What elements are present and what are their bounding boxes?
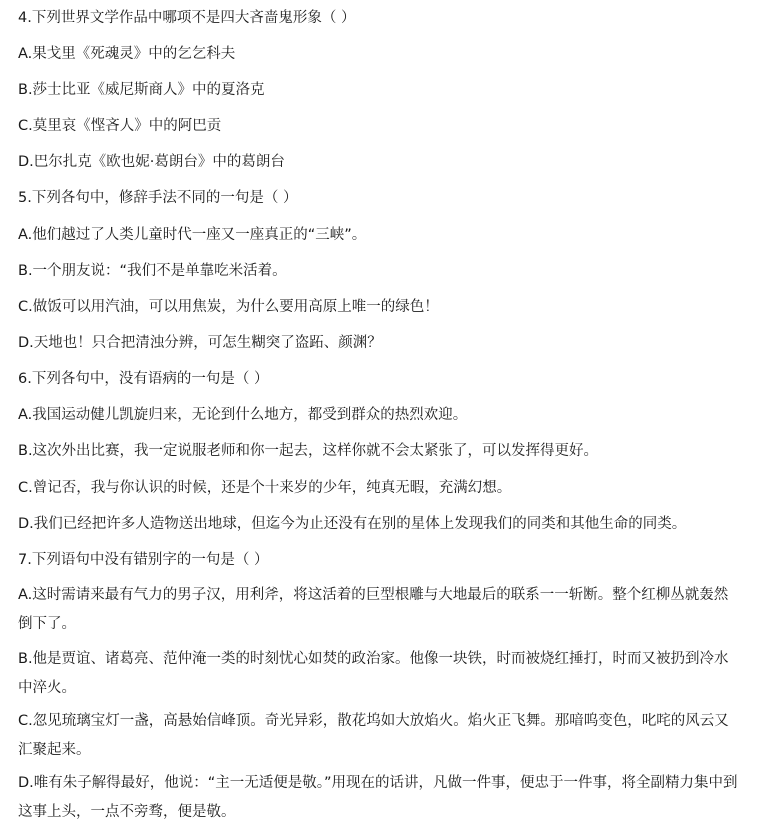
question-5-option-d: D.天地也！只合把清浊分辨，可怎生糊突了盗跖、颜渊？: [18, 335, 382, 351]
question-5-option-b: B.一个朋友说：“我们不是单靠吃米活着。: [18, 263, 287, 279]
question-6-option-c: C.曾记否，我与你认识的时候，还是个十来岁的少年，纯真无暇，充满幻想。: [18, 480, 512, 496]
question-4-option-c: C.莫里哀《悭吝人》中的阿巴贡: [18, 118, 222, 134]
question-4-option-b: B.莎士比亚《威尼斯商人》中的夏洛克: [18, 82, 265, 98]
question-7-option-a: A.这时需请来最有气力的男子汉，用利斧，将这活着的巨型根雕与大地最后的联系一一斩断。整个红柳丛就轰然倒下了。: [18, 587, 729, 632]
question-4-option-a: A.果戈里《死魂灵》中的乞乞科夫: [18, 46, 236, 62]
question-5-option-c: C.做饭可以用汽油，可以用焦炭，为什么要用高原上唯一的绿色！: [18, 299, 439, 315]
question-7-option-d: D.唯有朱子解得最好，他说：“主一无适便是敬。”用现在的话讲，凡做一件事，便忠于一件事，将全副精力集中到这事上头，一点不旁骛，便是敬。: [18, 775, 738, 820]
question-7-stem: 7.下列语句中没有错别字的一句是（ ）: [18, 552, 269, 568]
question-5-option-a: A.他们越过了人类儿童时代一座又一座真正的“三峡”。: [18, 227, 367, 243]
question-6-stem: 6.下列各句中，没有语病的一句是（ ）: [18, 371, 269, 387]
question-7-option-b: B.他是贾谊、诸葛亮、范仲淹一类的时刻忧心如焚的政治家。他像一块铁，时而被烧红捶打，时而又被扔到冷水中淬火。: [18, 651, 729, 696]
question-7-option-c: C.忽见琉璃宝灯一盏，高悬始信峰顶。奇光异彩，散花坞如大放焰火。焰火正飞舞。那喑呜变色，叱咤的风云又汇聚起来。: [18, 713, 729, 758]
question-5-stem: 5.下列各句中，修辞手法不同的一句是（ ）: [18, 190, 298, 206]
question-4-stem: 4.下列世界文学作品中哪项不是四大吝啬鬼形象（ ）: [18, 10, 356, 26]
question-6-option-b: B.这次外出比赛，我一定说服老师和你一起去，这样你就不会太紧张了，可以发挥得更好。: [18, 443, 599, 459]
question-6-option-d: D.我们已经把许多人造物送出地球，但迄今为止还没有在别的星体上发现我们的同类和其他生命的同类。: [18, 516, 687, 532]
question-4-option-d: D.巴尔扎克《欧也妮·葛朗台》中的葛朗台: [18, 154, 285, 170]
question-6-option-a: A.我国运动健儿凯旋归来，无论到什么地方，都受到群众的热烈欢迎。: [18, 407, 468, 423]
